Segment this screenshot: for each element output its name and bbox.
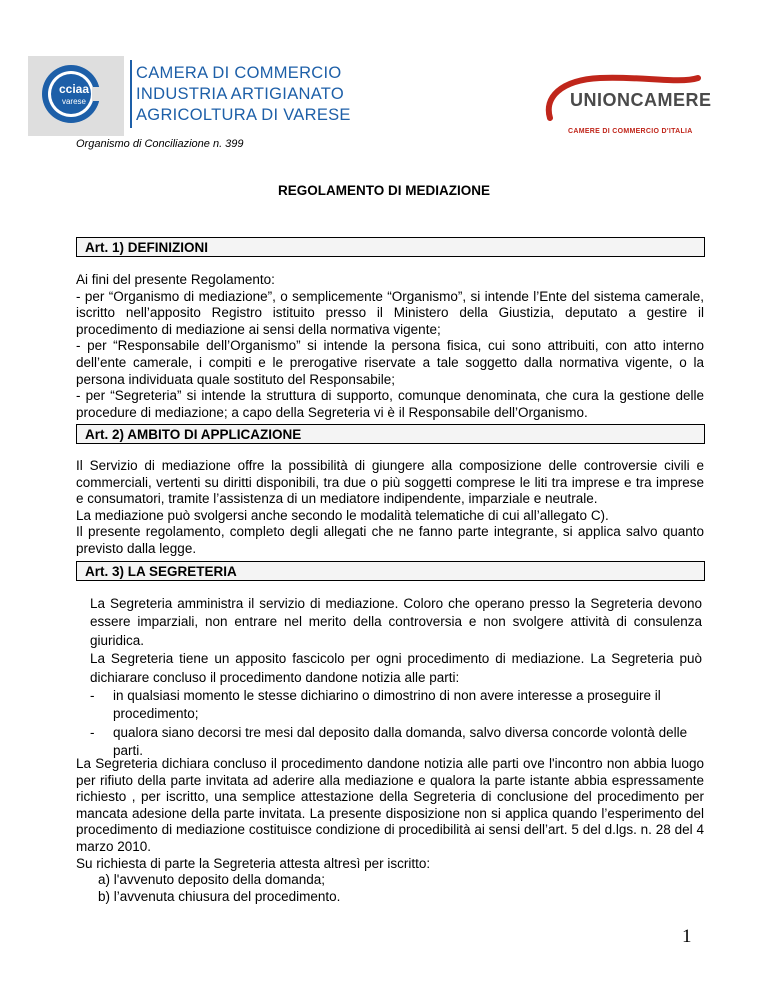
art2-heading: Art. 2) AMBITO DI APPLICAZIONE — [76, 424, 705, 444]
art2-line: Il Servizio di mediazione offre la possibilità di giungere alla composizione delle controversie civili e commerciali, vertenti su diritti disponibili, tra due o più soggetti comprese le liti tra imprese e tra imprese e consumatori, tramite l’assistenza di un mediatore indipendente, imparziale e neutrale. — [76, 458, 704, 507]
art3-dash-item: - in qualsiasi momento le stesse dichiarino o dimostrino di non avere interesse a proseguire il procedimento; — [90, 687, 702, 724]
logo-divider — [130, 60, 132, 128]
art3-dash-text: qualora siano decorsi tre mesi dal deposito dalla domanda, salvo diversa concorde volontà delle parti. — [113, 724, 688, 759]
camera-line-2: INDUSTRIA ARTIGIANATO — [136, 85, 345, 103]
art3-intro-line: La Segreteria amministra il servizio di mediazione. Coloro che operano presso la Segreteria devono essere imparziali, non entrare nel merito della controversia e non svolgere attività di consulenza giuridica. — [90, 596, 702, 648]
art3-body-line: Su richiesta di parte la Segreteria attesta altresì per iscritto: — [76, 855, 431, 871]
art3-body — [76, 756, 704, 905]
art2-body — [76, 458, 704, 558]
art1-line: - per “Responsabile dell’Organismo” si intende la persona fisica, cui sono attribuiti, con atto interno dell’ente camerale, i compiti e le prerogative riservate a tale soggetto dalla normativa vigente, o la persona individuata quale sostituto del Responsabile; — [76, 338, 704, 387]
art3-list — [76, 872, 704, 905]
cciaa-logo — [28, 56, 124, 136]
list-item: b) l’avvenuta chiusura del procedimento. — [98, 888, 341, 904]
art1-line: - per “Segreteria” si intende la struttura di supporto, comunque denominata, che cura la gestione delle procedure di mediazione; a capo della Segreteria vi è il Responsabile dell’Organismo. — [76, 388, 704, 420]
art3-body-line: La Segreteria dichiara concluso il procedimento dandone notizia alle parti ove l'incontro non abbia luogo per rifiuto della parte invitata ad aderire alla mediazione e qualora la parte istante abbia espressamente richiesto , per iscritto, una semplice attestazione della Segreteria di conclusione del procedimento per mancata adesione della parte invitata. La presente disposizione non si applica quando l’esperimento del procedimento di mediazione costituisce condizione di procedibilità ai sensi dell’art. 5 del d.lgs. n. 28 del 4 marzo 2010. — [76, 756, 704, 854]
cciaa-header — [28, 56, 351, 146]
page-number: 1 — [682, 926, 692, 947]
camera-line-3: AGRICOLTURA DI VARESE — [136, 106, 351, 124]
organismo-note: Organismo di Conciliazione n. 399 — [76, 138, 244, 150]
unioncamere-subtitle: CAMERE DI COMMERCIO D'ITALIA — [568, 128, 693, 135]
list-item: a) l'avvenuto deposito della domanda; — [98, 872, 325, 888]
art3-intro — [90, 595, 702, 761]
cciaa-logo-city: varese — [61, 97, 86, 106]
art1-heading: Art. 1) DEFINIZIONI — [76, 237, 705, 257]
camera-line-1: CAMERA DI COMMERCIO — [136, 64, 342, 82]
art3-heading: Art. 3) LA SEGRETERIA — [76, 561, 705, 581]
art3-dash-text: in qualsiasi momento le stesse dichiarino o dimostrino di non avere interesse a proseguire il procedimento; — [113, 688, 661, 722]
art1-line: - per “Organismo di mediazione”, o semplicemente “Organismo”, si intende l’Ente del sistema camerale, iscritto nell’apposito Registro istituito presso il Ministero della Giustizia, deputato a gestire il procedimento di mediazione ai sensi della normativa vigente; — [76, 288, 704, 337]
document-title: REGOLAMENTO DI MEDIAZIONE — [277, 183, 490, 198]
art3-dash-item: - qualora siano decorsi tre mesi dal deposito dalla domanda, salvo diversa concorde volontà delle parti. — [90, 724, 702, 761]
unioncamere-logo — [540, 70, 710, 150]
cciaa-logo-text: cciaa — [58, 82, 90, 96]
art2-line: Il presente regolamento, completo degli allegati che ne fanno parte integrante, si applica salvo quanto previsto dalla legge. — [76, 524, 704, 556]
unioncamere-name: UNIONCAMERE — [570, 90, 712, 110]
art1-body — [76, 272, 704, 421]
art3-intro-line: La Segreteria tiene un apposito fascicolo per ogni procedimento di mediazione. La Segreteria può dichiarare concluso il procedimento dandone notizia alle parti: — [90, 651, 702, 685]
art2-line: La mediazione può svolgersi anche secondo le modalità telematiche di cui all’allegato C). — [76, 507, 609, 523]
art1-line: Ai fini del presente Regolamento: — [76, 272, 275, 287]
